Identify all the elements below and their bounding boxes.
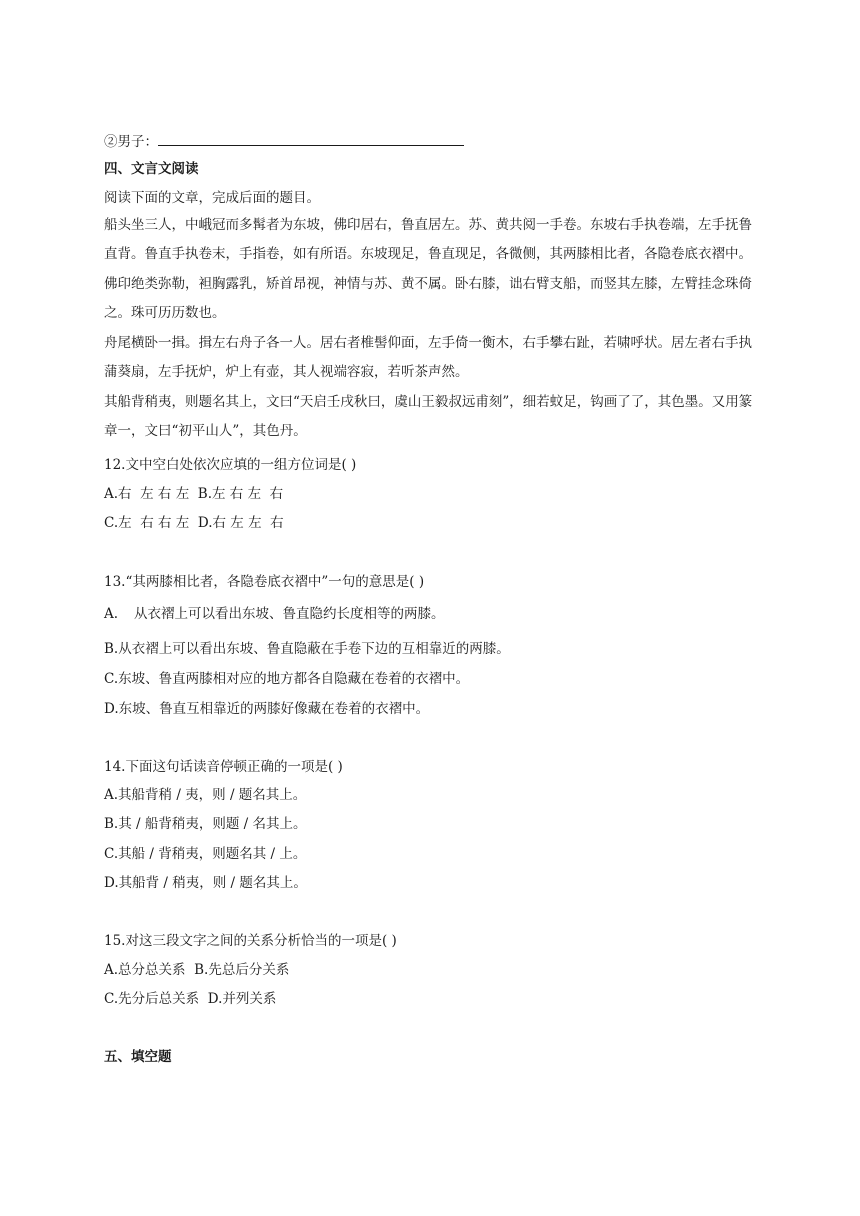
option-a-label: A.	[104, 606, 119, 622]
question-15-stem: 15.对这三段文字之间的关系分析恰当的一项是( )	[104, 933, 397, 949]
passage-paragraph-2: 舟尾横卧一揖。揖左右舟子各一人。居右者椎髻仰面，左手倚一衡木，右手攀右趾，若啸呼状。居左者右手执蒲葵扇，左手抚炉，炉上有壶，其人视端容寂，若听茶声然。	[104, 335, 752, 381]
question-13-option-c: C.东坡、鲁直两膝相对应的地方都各自隐藏在卷着的衣褶中。	[104, 671, 470, 687]
option-a-text: 从衣褶上可以看出东坡、鲁直隐约长度相等的两膝。	[134, 606, 445, 622]
question-14-option-c: C.其船 / 背稍夷，则题名其 / 上。	[104, 846, 307, 862]
question-14-stem: 14.下面这句话读音停顿正确的一项是( )	[104, 759, 343, 775]
question-13-option-b: B.从衣褶上可以看出东坡、鲁直隐蔽在手卷下边的互相靠近的两膝。	[104, 641, 510, 657]
question-13-stem: 13.“其两膝相比者，各隐卷底衣褶中”一句的意思是( )	[104, 574, 425, 590]
answer-line	[104, 131, 759, 152]
reading-instruction: 阅读下面的文章，完成后面的题目。	[104, 190, 320, 206]
question-12-stem: 12.文中空白处依次应填的一组方位词是( )	[104, 457, 357, 473]
question-14-option-a: A.其船背稍 / 夷，则 / 题名其上。	[104, 787, 307, 803]
question-13-option-d: D.东坡、鲁直互相靠近的两膝好像藏在卷着的衣褶中。	[104, 701, 430, 717]
passage-paragraph-3: 其船背稍夷，则题名其上，文曰“天启壬戌秋曰，虞山王毅叔远甫刻”，细若蚊足，钩画了了，其色墨。又用篆章一，文曰“初平山人”，其色丹。	[104, 394, 753, 440]
question-14-option-d: D.其船背 / 稍夷，则 / 题名其上。	[104, 875, 307, 891]
section-heading-4: 四、文言文阅读	[104, 161, 199, 177]
answer-blank[interactable]	[158, 131, 464, 146]
answer-label: ②男子：	[104, 134, 158, 150]
question-15-options-row-1: A.总分总关系 B.先总后分关系	[104, 962, 290, 978]
question-13-option-a	[104, 604, 759, 624]
question-12-options-row-1: A.右 左 右 左 B.左 右 左 右	[104, 486, 284, 502]
section-heading-5: 五、填空题	[104, 1049, 172, 1065]
question-12-options-row-2: C.左 右 右 左 D.右 左 左 右	[104, 515, 284, 531]
passage-paragraph-1: 船头坐三人，中峨冠而多髯者为东坡，佛印居右，鲁直居左。苏、黄共阅一手卷。东坡右手执卷端，左手抚鲁直背。鲁直手执卷末，手指卷，如有所语。东坡现足，鲁直现足，各微侧，其两膝相比者，各隐卷底衣褶中。佛印绝类弥勒，袒胸露乳，矫首昂视，神情与苏、黄不属。卧右膝，诎右臂支船，而竖其左膝，左臂挂念珠倚之。珠可历历数也。	[104, 217, 752, 322]
question-14-option-b: B.其 / 船背稍夷，则题 / 名其上。	[104, 816, 307, 832]
question-15-options-row-2: C.先分后总关系 D.并列关系	[104, 991, 277, 1007]
